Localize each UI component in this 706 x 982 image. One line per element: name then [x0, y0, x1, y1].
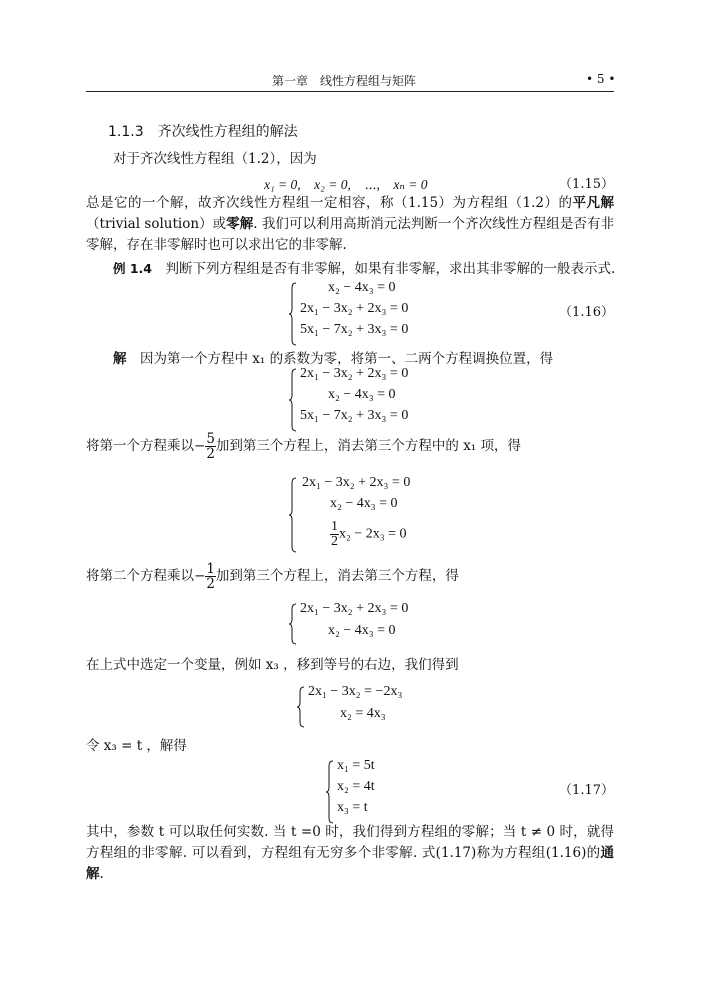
example-label: 例 1.4 — [113, 261, 152, 276]
equation-number-1-16: （1.16） — [559, 305, 614, 320]
denominator: 2 — [206, 576, 215, 592]
denominator: 2 — [331, 534, 338, 549]
equation-system-1-16 — [288, 280, 418, 344]
fraction — [205, 432, 216, 461]
equation-number-1-15: （1.15） — [559, 177, 614, 192]
system-row: 2x₁ − 3x₂ = −2x₃ — [308, 684, 403, 699]
system-row: x₁ = 5t — [337, 758, 375, 773]
page-number: • 5 • — [586, 72, 616, 86]
text: 其中，参数 t 可以取任何实数. 当 t =0 时，我们得到方程组的零解；当 t ≠ 0 时，就得方程组的非零解. 可以看到，方程组有无穷多个非零解. 式(1.17)称为方程组(1.16)的 — [86, 824, 614, 861]
section-title: 齐次线性方程组的解法 — [157, 124, 298, 140]
equation-system-step-2 — [288, 601, 418, 645]
running-header-chapter: 第一章 线性方程组与矩阵 — [272, 74, 417, 88]
system-row: x₂ − 4x₃ = 0 — [328, 623, 396, 638]
row-rest: x₂ − 2x₃ = 0 — [339, 526, 407, 542]
term-trivial-solution: 平凡解 — [572, 195, 614, 211]
text: 加到第三个方程上，消去第三个方程中的 x₁ 项，得 — [215, 438, 522, 454]
example-1-4 — [113, 257, 615, 277]
paragraph-let-x3: 令 x₃ = t ，解得 — [86, 738, 187, 754]
paragraph-choose-variable: 在上式中选定一个变量，例如 x₃ ，移到等号的右边，我们得到 — [86, 657, 459, 673]
text: （trivial solution）或 — [86, 216, 227, 232]
system-row: x₂ − 4x₃ = 0 — [328, 280, 396, 295]
example-text: 判断下列方程组是否有非零解，如果有非零解，求出其非零解的一般表示式. — [165, 261, 616, 277]
system-row: x₃ = t — [337, 800, 368, 815]
text: 将第一个方程乘以 — [86, 438, 194, 454]
left-brace-icon — [288, 477, 298, 553]
system-row-fraction — [330, 520, 407, 549]
paragraph-step-1 — [86, 432, 521, 461]
left-brace-icon — [325, 760, 335, 824]
system-row: 2x₁ − 3x₂ + 2x₃ = 0 — [300, 301, 409, 316]
text: 将第二个方程乘以 — [86, 568, 194, 584]
system-row: 2x₁ − 3x₂ + 2x₃ = 0 — [300, 366, 409, 381]
system-row: x₂ − 4x₃ = 0 — [328, 387, 396, 402]
numerator: 1 — [331, 519, 338, 534]
left-brace-icon — [288, 603, 298, 645]
equation-system-moved — [296, 684, 426, 728]
paragraph-step-2 — [86, 562, 459, 591]
left-brace-icon — [288, 368, 298, 432]
numerator: 1 — [206, 561, 215, 577]
text: . — [99, 866, 104, 882]
term-zero-solution: 零解 — [226, 216, 254, 232]
left-brace-icon — [296, 686, 306, 728]
solution-label: 解 — [113, 351, 127, 367]
paragraph-trivial-solution — [86, 193, 614, 256]
solution-text: 因为第一个方程中 x₁ 的系数为零，将第一、二两个方程调换位置，得 — [140, 351, 554, 367]
system-row: 2x₁ − 3x₂ + 2x₃ = 0 — [300, 601, 409, 616]
equation-1-15: x₁ = 0, x₂ = 0, ⋯, xₙ = 0 — [264, 177, 428, 192]
section-number: 1.1.3 — [108, 124, 144, 140]
paragraph-general-solution — [86, 822, 614, 885]
equation-system-swapped — [288, 366, 418, 430]
system-row: x₂ = 4x₃ — [340, 706, 386, 721]
fraction — [205, 562, 216, 591]
system-row: x₂ = 4t — [337, 779, 375, 794]
equation-system-1-17 — [325, 758, 405, 822]
solution-paragraph — [113, 347, 553, 367]
system-row: 2x₁ − 3x₂ + 2x₃ = 0 — [302, 475, 411, 490]
text: 加到第三个方程上，消去第三个方程，得 — [215, 568, 459, 584]
section-heading — [108, 121, 312, 141]
system-row: 5x₁ − 7x₂ + 3x₃ = 0 — [300, 322, 409, 337]
text: . 我们可以利用高斯消元法判断一个齐次线性方程组是否有非零解，存在非零解时也可以求出它的非零解. — [86, 216, 614, 253]
numerator: 5 — [206, 431, 215, 447]
minus-sign: − — [194, 568, 206, 584]
text: 总是它的一个解，故齐次线性方程组一定相容，称（1.15）为方程组（1.2）的 — [86, 195, 573, 211]
paragraph-intro: 对于齐次线性方程组（1.2），因为 — [113, 151, 317, 167]
left-brace-icon — [288, 282, 298, 346]
fraction — [330, 520, 339, 549]
denominator: 2 — [206, 446, 215, 462]
minus-sign: − — [194, 438, 206, 454]
header-rule — [86, 91, 614, 92]
equation-number-1-17: （1.17） — [559, 783, 614, 798]
system-row: 5x₁ − 7x₂ + 3x₃ = 0 — [300, 408, 409, 423]
term-general-solution: 通解 — [86, 845, 614, 882]
system-row: x₂ − 4x₃ = 0 — [330, 496, 398, 511]
equation-system-step-1 — [288, 475, 418, 553]
